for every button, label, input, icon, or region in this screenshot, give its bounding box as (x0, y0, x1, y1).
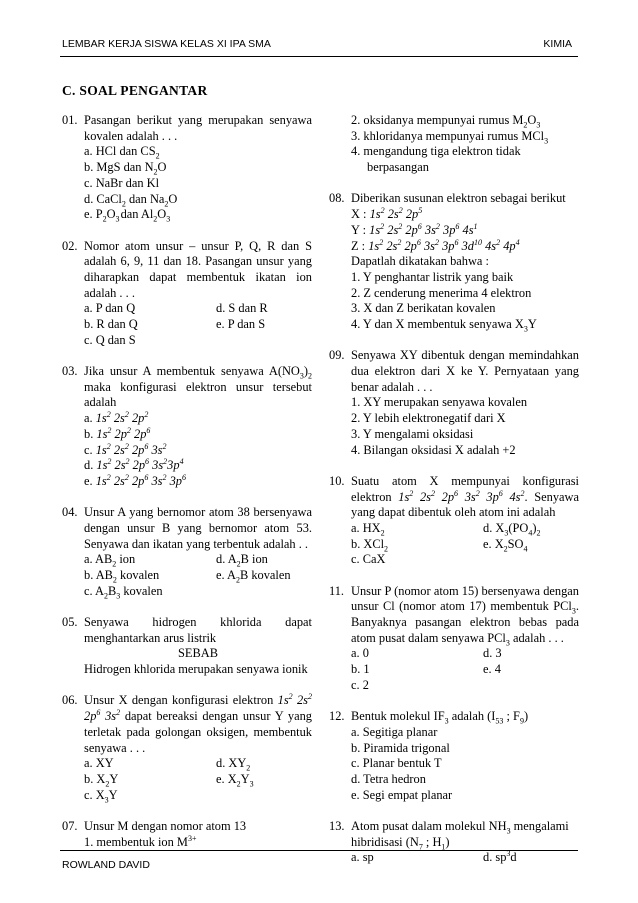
option-b: b. MgS dan $N_2O$ (84, 160, 167, 177)
option-d: d. S dan R (216, 301, 268, 316)
statement-3: 3. X dan Z berikatan kovalen (351, 301, 496, 316)
option-a: a. 0 (351, 646, 369, 661)
statement-3: 3. khloridanya mempunyai rumus MCl$_3$ (351, 128, 549, 146)
option-e: e. Segi empat planar (351, 787, 453, 802)
statement-1: 1. XY merupakan senyawa kovalen (351, 395, 528, 410)
question-01 (62, 113, 312, 223)
option-d: d. $sp^3d$ (483, 849, 517, 865)
option-a: a. XY (84, 756, 114, 771)
question-04 (62, 505, 312, 599)
question-stem: Unsur P (nomor atom 15) bersenyawa dengan unsur Cl (nomor atom 17) membentuk PCl$_3$. Banyaknya pasangan elektron bebas pada atom pusat dalam senyawa PCl$_3$ adalah . . . (351, 583, 579, 648)
reason-text: Hidrogen khlorida merupakan senyawa ionik (84, 662, 308, 677)
question-number: 09. (329, 348, 345, 363)
question-stem: Senyawa hidrogen khlorida dapat menghantarkan arus listrik (84, 615, 312, 645)
lead-text: Dapatlah dikatakan bahwa : (351, 254, 489, 269)
option-e: e. $1s^2$ $2s^2$ $2p^6$ $3s^2$ $3p^6$ (84, 472, 186, 488)
option-a: a. $AB_2$ ion (84, 552, 136, 569)
question-05 (62, 615, 312, 678)
question-02 (62, 239, 312, 349)
option-d: d. $XY_2$ (216, 756, 251, 773)
config-y: Y : $1s^2$ $2s^2$ $2p^6$ $3s^2$ $3p^6$ $4s^1$ (351, 221, 478, 237)
statement-4: 4. Bilangan oksidasi X adalah +2 (351, 442, 516, 457)
question-stem: Atom pusat dalam molekul $NH_3$ mengalami hibridisasi ($N_7$ ; $H_1$) (351, 818, 569, 852)
question-number: 08. (329, 191, 345, 206)
option-e: e. $X_2SO_4$ (483, 536, 528, 554)
question-stem: Suatu atom X mempunyai konfigurasi elektron $1s^2$ $2s^2$ $2p^6$ $3s^2$ $3p^6$ $4s^2$. Senyawa yang dapat dibentuk oleh atom ini adalah (351, 473, 579, 520)
option-e: e. $A_2B$ kovalen (216, 568, 291, 585)
right-column (329, 113, 579, 882)
question-stem: Unsur A yang bernomor atom 38 bersenyawa dengan unsur B yang bernomor atom 53. Senyawa dan ikatan yang terbentuk adalah . . (84, 505, 312, 551)
header-title: LEMBAR KERJA SISWA KELAS XI IPA SMA (62, 38, 271, 50)
option-b: b. $AB_2$ kovalen (84, 568, 160, 585)
header-subject: KIMIA (543, 38, 572, 50)
question-12 (329, 709, 579, 803)
question-number: 07. (62, 818, 78, 833)
question-number: 06. (62, 693, 78, 708)
question-10 (329, 474, 579, 568)
question-number: 01. (62, 113, 78, 127)
question-03 (62, 364, 312, 490)
option-a: a. P dan Q (84, 301, 136, 316)
option-a: a. $HX_2$ (351, 520, 385, 538)
statement-3: 3. Y mengalami oksidasi (351, 426, 474, 441)
question-stem: Pasangan berikut yang merupakan senyawa kovalen adalah . . . (84, 113, 312, 143)
section-title: C. SOAL PENGANTAR (62, 83, 208, 98)
option-d: d. $A_2B$ ion (216, 552, 268, 569)
option-e: e. $X_2Y_3$ (216, 771, 254, 789)
statement-1: 1. Y penghantar listrik yang baik (351, 269, 514, 284)
question-stem: Diberikan susunan elektron sebagai berikut (351, 191, 566, 206)
option-c: c. NaBr dan Kl (84, 175, 160, 190)
statement-4: 4. mengandung tiga elektron tidak berpasangan (351, 144, 521, 175)
statement-2: 2. Y lebih elektronegatif dari X (351, 411, 506, 426)
option-d: d. 3 (483, 646, 502, 661)
option-b: b. Piramida trigonal (351, 740, 450, 755)
config-x: X : $1s^2$ $2s^2$ $2p^5$ (351, 205, 423, 222)
footer-rule (60, 850, 578, 851)
option-b: b. $X_2Y$ (84, 771, 119, 789)
question-number: 12. (329, 709, 345, 724)
option-c: c. Q dan S (84, 332, 136, 347)
left-column (62, 113, 312, 866)
header-rule (60, 56, 578, 57)
question-stem: Senyawa XY dibentuk dengan memindahkan dua elektron dari X ke Y. Pernyataan yang benar adalah . . . (351, 348, 579, 394)
question-08 (329, 191, 579, 332)
config-z: Z : $1s^2$ $2s^2$ $2p^6$ $3s^2$ $3p^6$ $3d^{10}$ $4s^2$ $4p^4$ (351, 237, 520, 253)
question-07 (62, 819, 312, 850)
option-b: b. XCl$_2$ (351, 536, 389, 554)
option-e: e. $P_2O_3$ dan $Al_2O_3$ (84, 207, 171, 224)
question-number: 04. (62, 505, 78, 520)
option-a: a. sp (351, 850, 374, 865)
question-number: 10. (329, 473, 345, 488)
option-c: c. CaX (351, 552, 386, 567)
question-09 (329, 348, 579, 458)
statement-1: 1. membentuk ion $M^{3+}$ (84, 833, 197, 849)
option-c: c. $X_3Y$ (84, 787, 118, 805)
statement-2: 2. oksidanya mempunyai rumus $M_2O_3$ (351, 113, 541, 130)
option-a: a. $1s^2$ $2s^2$ $2p^2$ (84, 410, 149, 426)
question-stem: Unsur M dengan nomor atom 13 (84, 818, 247, 833)
question-stem: Jika unsur A membentuk senyawa $A(NO_3)_2$ maka konfigurasi elektron unsur tersebut adalah (84, 364, 312, 410)
question-number: 02. (62, 238, 78, 253)
footer-author: ROWLAND DAVID (62, 859, 150, 871)
question-stem: Unsur X dengan konfigurasi elektron $1s^2$ $2s^2$ $2p^6$ $3s^2$ dapat bereaksi dengan unsur Y yang terletak pada golongan oksigen, membentuk senyawa . . . (84, 692, 312, 755)
question-stem: Bentuk molekul $IF_3$ adalah ($I_{53}$ ; $F_9$) (351, 709, 529, 726)
question-stem: Nomor atom unsur – unsur P, Q, R dan S adalah 6, 9, 11 dan 18. Pasangan unsur yang diharapkan dapat membentuk ikatan ion adalah . . . (84, 238, 312, 300)
option-a: a. Segitiga planar (351, 724, 438, 739)
question-06 (62, 693, 312, 803)
option-e: e. P dan S (216, 317, 266, 332)
option-a: a. HCl dan $CS_2$ (84, 144, 160, 161)
sebab-label: SEBAB (178, 646, 218, 661)
statement-4: 4. Y dan X membentuk senyawa $X_3Y$ (351, 317, 537, 334)
option-c: c. $1s^2$ $2s^2$ $2p^6$ $3s^2$ (84, 441, 167, 457)
question-13 (329, 819, 579, 866)
option-d: d. CaCl$_2$ dan $Na_2O$ (84, 191, 178, 208)
option-b: b. R dan Q (84, 317, 138, 332)
option-d: d. Tetra hedron (351, 771, 426, 786)
option-e: e. 4 (483, 662, 501, 677)
question-number: 13. (329, 818, 345, 833)
question-11 (329, 584, 579, 694)
option-d: d. $X_3(PO_4)_2$ (483, 520, 541, 538)
question-number: 03. (62, 364, 78, 379)
question-number: 05. (62, 615, 78, 630)
option-b: b. 1 (351, 662, 370, 677)
option-c: c. 2 (351, 677, 369, 692)
option-b: b. $1s^2$ $2p^2$ $2p^6$ (84, 425, 151, 441)
question-07-continued (329, 113, 579, 176)
option-c: c. Planar bentuk T (351, 756, 442, 771)
option-d: d. $1s^2$ $2s^2$ $2p^6$ $3s^23p^4$ (84, 457, 184, 473)
option-c: c. $A_2B_3$ kovalen (84, 583, 163, 601)
question-number: 11. (329, 583, 345, 598)
statement-2: 2. Z cenderung menerima 4 elektron (351, 285, 532, 300)
